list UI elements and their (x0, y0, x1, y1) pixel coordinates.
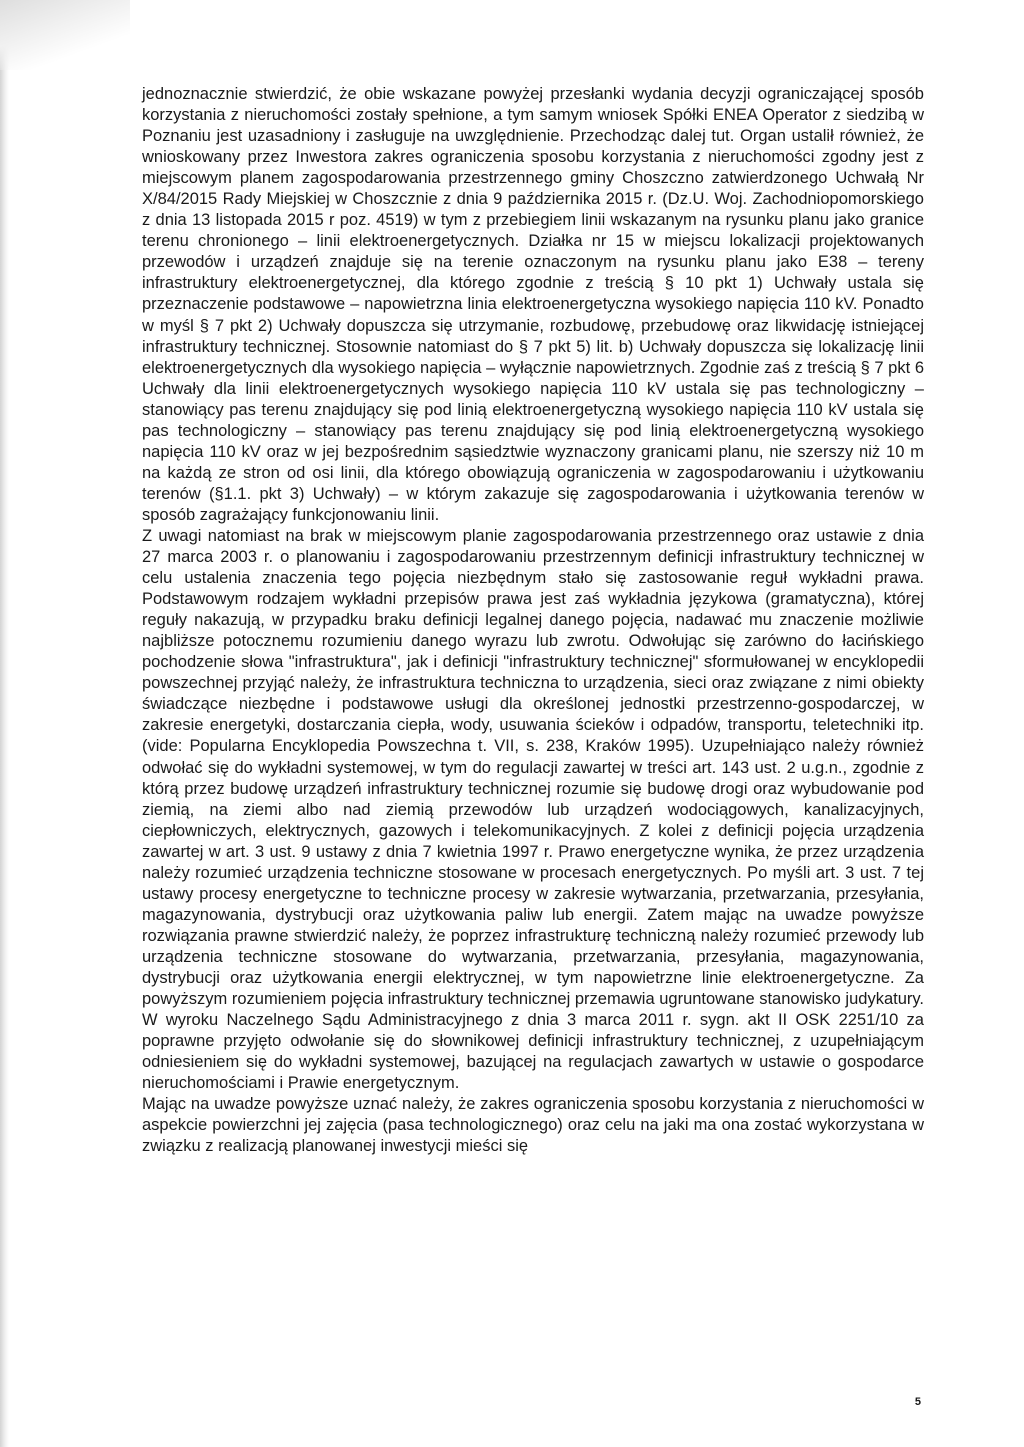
document-body (142, 84, 924, 1157)
paragraph: Mając na uwadze powyższe uznać należy, że zakres ograniczenia sposobu korzystania z nieruchomości w aspekcie powierzchni jej zajęcia (pasa technologicznego) oraz celu na jaki ma ona zostać wykorzystana w związku z realizacją planowanej inwestycji mieści się (142, 1095, 924, 1156)
scan-shadow-corner (0, 0, 130, 70)
paragraph: Z uwagi natomiast na brak w miejscowym planie zagospodarowania przestrzennego oraz ustawie z dnia 27 marca 2003 r. o planowaniu i zagospodarowaniu przestrzennym definicji infrastruktury technicznej w celu ustalenia znaczenia tego pojęcia niezbędnym stało się zastosowanie reguł wykładni prawa. Podstawowym rodzajem wykładni przepisów prawa jest zaś wykładnia językowa (gramatyczna), której reguły nakazują, w przypadku braku definicji legalnej danego pojęcia, nadawać mu znaczenie możliwie najbliższe potocznemu rozumieniu danego wyrazu lub zwrotu. Odwołując się zarówno do łacińskiego pochodzenie słowa "infrastruktura", jak i definicji "infrastruktury technicznej" sformułowanej w encyklopedii powszechnej przyjąć należy, że infrastruktura techniczna to urządzenia, sieci oraz związane z nimi obiekty świadczące niezbędne i podstawowe usługi dla określonej jednostki przestrzenno-gospodarczej, w zakresie energetyki, dostarczania ciepła, wody, usuwania ścieków i odpadów, transportu, teletechniki itp. (vide: Popularna Encyklopedia Powszechna t. VII, s. 238, Kraków 1995). Uzupełniająco należy również odwołać się do wykładni systemowej, w tym do regulacji zawartej w treści art. 143 ust. 2 u.g.n., zgodnie z którą przez budowę urządzeń infrastruktury technicznej rozumie się budowę drogi oraz wybudowanie pod ziemią, na ziemi albo nad ziemią przewodów lub urządzeń wodociągowych, kanalizacyjnych, ciepłowniczych, elektrycznych, gazowych i telekomunikacyjnych. Z kolei z definicji pojęcia urządzenia zawartej w art. 3 ust. 9 ustawy z dnia 7 kwietnia 1997 r. Prawo energetyczne wynika, że przez urządzenia należy rozumieć urządzenia techniczne stosowane w procesach energetycznych. Po myśli art. 3 ust. 7 tej ustawy procesy energetyczne to techniczne procesy w zakresie wytwarzania, przetwarzania, przesyłania, magazynowania, dystrybucji oraz użytkowania paliw lub energii. Zatem mając na uwadze powyższe rozwiązania prawne stwierdzić należy, że poprzez infrastrukturę techniczną należy rozumieć przewody lub urządzenia techniczne stosowane do wytwarzania, przetwarzania, przesyłania, magazynowania, dystrybucji oraz użytkowania energii elektrycznej, w tym napowietrzne linie elektroenergetyczne. Za powyższym rozumieniem pojęcia infrastruktury technicznej przemawia ugruntowane stanowisko judykatury. W wyroku Naczelnego Sądu Administracyjnego z dnia 3 marca 2011 r. sygn. akt II OSK 2251/10 za poprawne przyjęto odwołanie się do słownikowej definicji infrastruktury technicznej, z uzupełniającym odniesieniem się do wykładni systemowej, bazującej na regulacjach zawartych w ustawie o gospodarce nieruchomościami i Prawie energetycznym. (142, 526, 924, 1093)
page-number: 5 (914, 1396, 921, 1408)
paragraph: jednoznacznie stwierdzić, że obie wskazane powyżej przesłanki wydania decyzji ograniczającej sposób korzystania z nieruchomości zostały spełnione, a tym samym wniosek Spółki ENEA Operator z siedzibą w Poznaniu jest uzasadniony i zasługuje na uwzględnienie. Przechodząc dalej tut. Organ ustalił również, że wnioskowany przez Inwestora zakres ograniczenia sposobu korzystania z nieruchomości zgodny jest z miejscowym planem zagospodarowania przestrzennego gminy Choszczno zatwierdzonego Uchwałą Nr X/84/2015 Rady Miejskiej w Choszcznie z dnia 9 października 2015 r. (Dz.U. Woj. Zachodniopomorskiego z dnia 13 listopada 2015 r poz. 4519) w tym z przebiegiem linii wskazanym na rysunku planu jako granice terenu chronionego – linii elektroenergetycznych. Działka nr 15 w miejscu lokalizacji projektowanych przewodów i urządzeń znajduje się na terenie oznaczonym na rysunku planu jako E38 – tereny infrastruktury elektroenergetycznej, dla którego zgodnie z treścią § 10 pkt 1) Uchwały ustala się przeznaczenie podstawowe – napowietrzna linia elektroenergetyczna wysokiego napięcia 110 kV. Ponadto w myśl § 7 pkt 2) Uchwały dopuszcza się utrzymanie, rozbudowę, przebudowę oraz likwidację istniejącej infrastruktury technicznej. Stosownie natomiast do § 7 pkt 5) lit. b) Uchwały dopuszcza się lokalizację linii elektroenergetycznych dla wysokiego napięcia – wyłącznie napowietrznych. Zgodnie zaś z treścią § 7 pkt 6 Uchwały dla linii elektroenergetycznych wysokiego napięcia 110 kV ustala się pas technologiczny – stanowiący pas terenu znajdujący się pod linią elektroenergetyczną wysokiego napięcia 110 kV ustala się pas technologiczny – stanowiący pas terenu znajdujący się pod linią elektroenergetyczną wysokiego napięcia 110 kV oraz w jej bezpośrednim sąsiedztwie wyznaczony granicami planu, nie szerszy niż 10 m na każdą ze stron od osi linii, dla którego obowiązują ograniczenia w zagospodarowaniu i użytkowaniu terenów (§1.1. pkt 3) Uchwały) – w którym zakazuje się zagospodarowania i użytkowania terenów w sposób zagrażający funkcjonowaniu linii. (142, 85, 924, 524)
scan-shadow-edge (0, 0, 9, 1447)
